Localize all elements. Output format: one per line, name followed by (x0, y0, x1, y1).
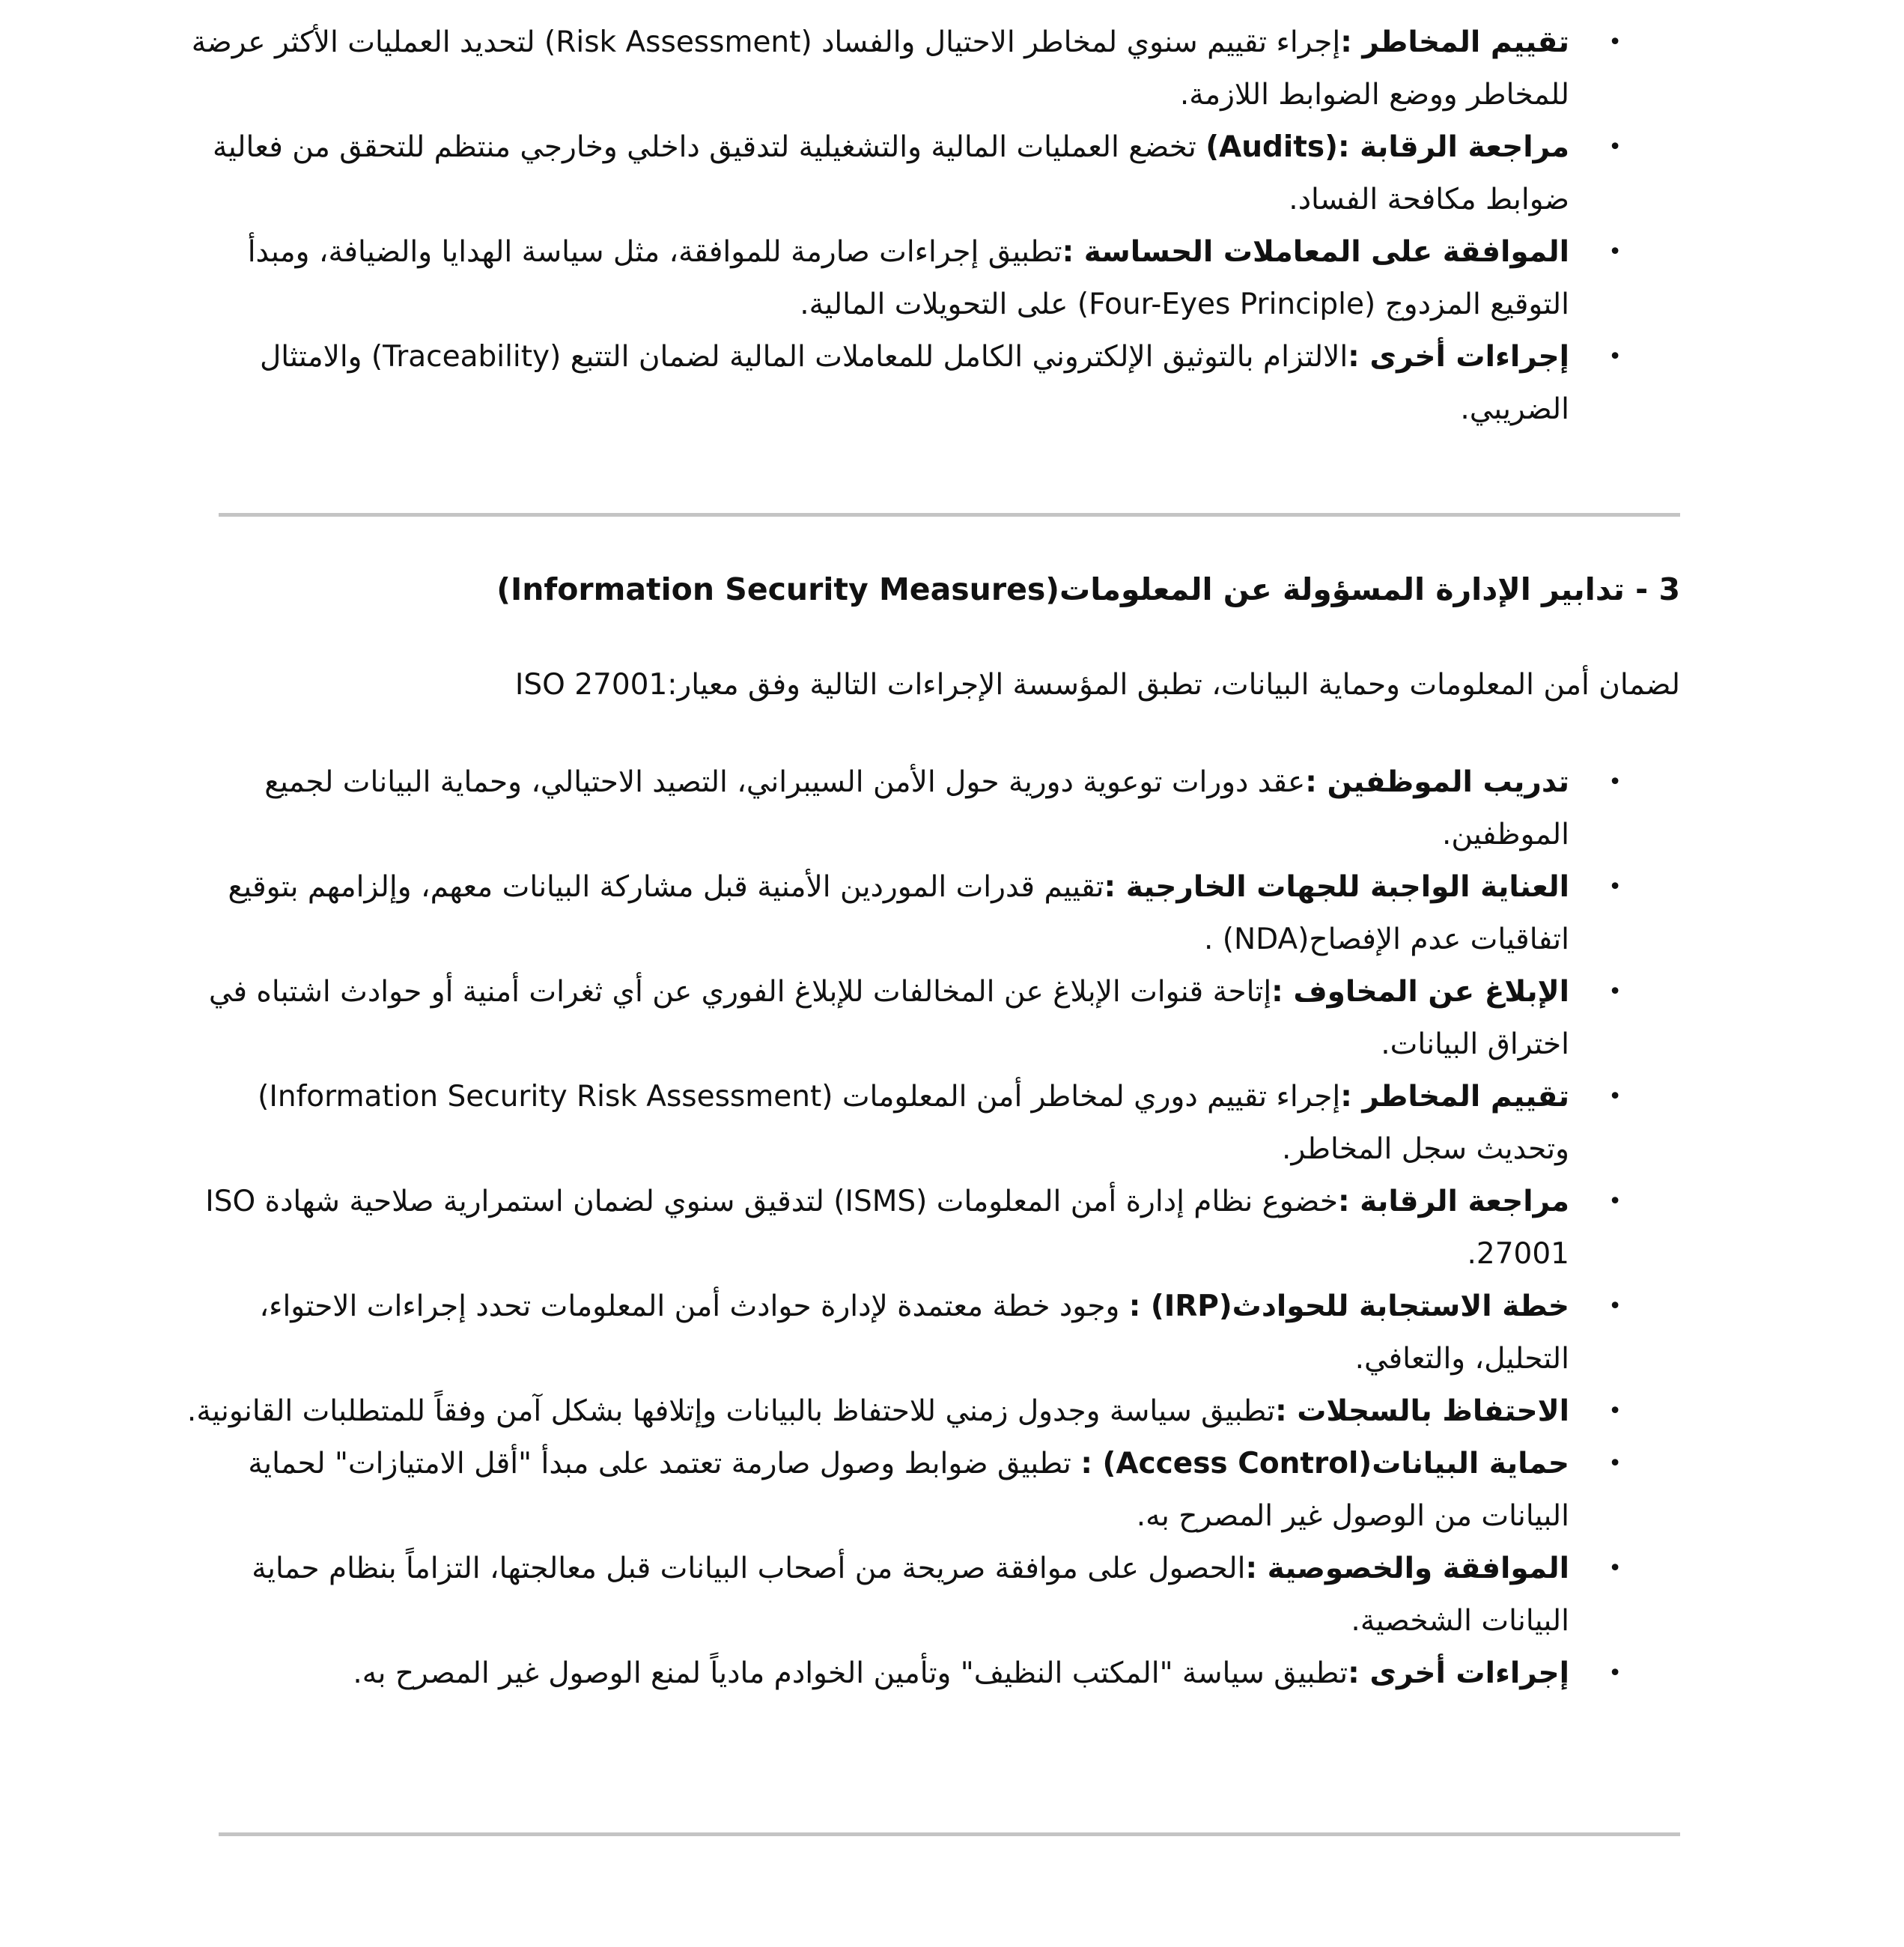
item-term: الموافقة على المعاملات الحساسة : (1062, 235, 1569, 269)
list-item (184, 226, 1622, 331)
item-text: تطبيق ضوابط وصول صارمة تعتمد على مبدأ "أقل الامتيازات" لحماية البيانات من الوصول غير المصرح به. (248, 1447, 1569, 1533)
item-term: العناية الواجبة للجهات الخارجية : (1104, 870, 1569, 904)
item-term: الإبلاغ عن المخاوف : (1271, 975, 1569, 1009)
bullet-icon: • (1608, 1188, 1622, 1215)
bullet-icon: • (1608, 344, 1622, 370)
item-text: تخضع العمليات المالية والتشغيلية لتدقيق داخلي وخارجي منتظم للتحقق من فعالية ضوابط مكافحة الفساد. (212, 130, 1569, 216)
item-term: خطة الاستجابة للحوادث(IRP) : (1128, 1290, 1569, 1323)
section-2-bullet-list (191, 16, 1680, 436)
bullet-icon: • (1608, 1451, 1622, 1477)
item-text: وجود خطة معتمدة لإدارة حوادث أمن المعلومات تحدد إجراءات الاحتواء، التحليل، والتعافي. (259, 1290, 1569, 1376)
item-text: إجراء تقييم سنوي لمخاطر الاحتيال والفساد (Risk Assessment) لتحديد العمليات الأكثر عرضة للمخاطر ووضع الضوابط اللازمة. (191, 25, 1569, 112)
item-text: تطبيق سياسة وجدول زمني للاحتفاظ بالبيانات وإتلافها بشكل آمن وفقاً للمتطلبات القانونية. (186, 1394, 1276, 1428)
bullet-icon: • (1608, 979, 1622, 1005)
item-text: إجراء تقييم دوري لمخاطر أمن المعلومات (Information Security Risk Assessment) وتحديث سجل المخاطر. (258, 1080, 1569, 1166)
bullet-icon: • (1608, 1398, 1622, 1424)
list-item (184, 756, 1622, 861)
section-divider (219, 513, 1680, 517)
bullet-icon: • (1608, 29, 1622, 55)
section-3-list-container (186, 756, 1680, 1700)
item-term: تدريب الموظفين : (1305, 765, 1569, 799)
list-item (184, 1281, 1622, 1385)
list-item (184, 1385, 1622, 1438)
list-item (184, 861, 1622, 966)
item-text: إتاحة قنوات الإبلاغ عن المخالفات للإبلاغ الفوري عن أي ثغرات أمنية أو حوادث اشتباه في اختراق البيانات. (208, 975, 1569, 1061)
bullet-icon: • (1608, 874, 1622, 900)
list-item (184, 1647, 1622, 1700)
bullet-icon: • (1608, 239, 1622, 265)
item-term: إجراءات أخرى : (1348, 1656, 1569, 1690)
item-text: تقييم قدرات الموردين الأمنية قبل مشاركة البيانات معهم، وإلزامهم بتوقيع اتفاقيات عدم الإفصاح(NDA) . (228, 870, 1569, 956)
section-2-list-container (191, 16, 1680, 436)
list-item (184, 1176, 1622, 1281)
bullet-icon: • (1608, 769, 1622, 795)
item-text: تطبيق إجراءات صارمة للموافقة، مثل سياسة الهدايا والضيافة، ومبدأ التوقيع المزدوج (Four-Eyes Principle) على التحويلات المالية. (247, 235, 1569, 321)
list-item (184, 16, 1622, 121)
item-text: الالتزام بالتوثيق الإلكتروني الكامل للمعاملات المالية لضمان التتبع (Traceability) والامتثال الضريبي. (259, 340, 1569, 426)
list-item (184, 121, 1622, 226)
bullet-icon: • (1608, 1555, 1622, 1582)
section-3-intro: لضمان أمن المعلومات وحماية البيانات، تطبق المؤسسة الإجراءات التالية وفق معيار:ISO 27001 (514, 668, 1680, 702)
item-term: إجراءات أخرى : (1348, 340, 1569, 374)
item-text: تطبيق سياسة "المكتب النظيف" وتأمين الخوادم مادياً لمنع الوصول غير المصرح به. (353, 1656, 1348, 1690)
list-item (184, 1071, 1622, 1176)
list-item (184, 331, 1622, 436)
item-term: تقييم المخاطر : (1340, 1080, 1569, 1114)
item-term: الموافقة والخصوصية : (1245, 1552, 1569, 1585)
item-text: عقد دورات توعوية دورية حول الأمن السيبراني، التصيد الاحتيالي، وحماية البيانات لجميع الموظفين. (264, 765, 1569, 851)
section-3-bullet-list (186, 756, 1680, 1700)
item-term: مراجعة الرقابة :(Audits) (1205, 130, 1569, 164)
item-term: مراجعة الرقابة : (1337, 1185, 1569, 1218)
section-divider (219, 1832, 1680, 1836)
bullet-icon: • (1608, 1660, 1622, 1686)
section-3-heading: 3 - تدابير الإدارة المسؤولة عن المعلومات(Information Security Measures) (496, 571, 1680, 607)
list-item (184, 966, 1622, 1071)
item-text: خضوع نظام إدارة أمن المعلومات (ISMS) لتدقيق سنوي لضمان استمرارية صلاحية شهادة ISO 27001. (205, 1185, 1569, 1271)
bullet-icon: • (1608, 1084, 1622, 1110)
bullet-icon: • (1608, 134, 1622, 160)
item-term: تقييم المخاطر : (1340, 25, 1569, 59)
item-term: الاحتفاظ بالسجلات : (1275, 1394, 1569, 1428)
item-term: حماية البيانات(Access Control) : (1080, 1447, 1569, 1480)
list-item (184, 1543, 1622, 1647)
bullet-icon: • (1608, 1293, 1622, 1319)
list-item (184, 1438, 1622, 1543)
item-text: الحصول على موافقة صريحة من أصحاب البيانات قبل معالجتها، التزاماً بنظام حماية البيانات الشخصية. (252, 1552, 1569, 1638)
